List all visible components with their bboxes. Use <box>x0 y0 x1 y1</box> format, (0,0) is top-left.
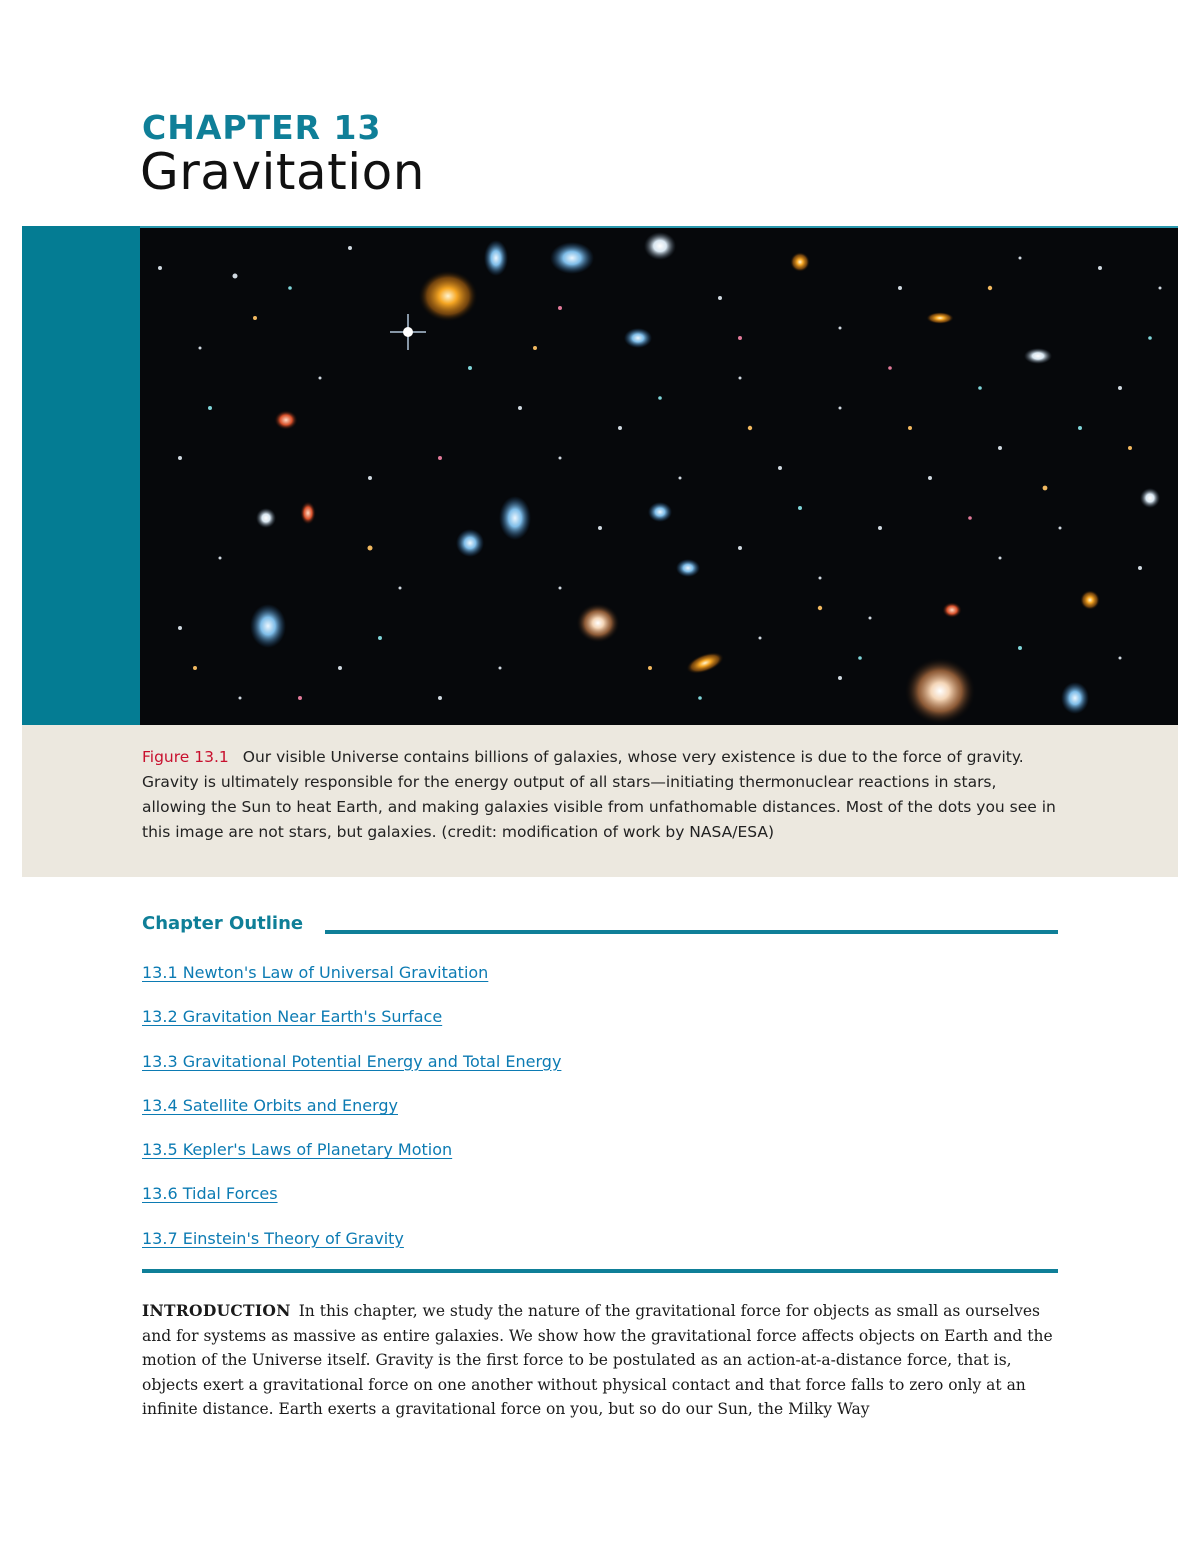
outline-link-13-7[interactable]: 13.7 Einstein's Theory of Gravity <box>142 1228 404 1248</box>
figure-caption <box>142 745 1062 845</box>
figure-caption-box <box>22 725 1178 877</box>
outline-link-13-6[interactable]: 13.6 Tidal Forces <box>142 1184 278 1204</box>
outline-bottom-rule <box>142 1269 1058 1273</box>
outline-item <box>142 1181 561 1225</box>
outline-link-13-2[interactable]: 13.2 Gravitation Near Earth's Surface <box>142 1007 443 1027</box>
chapter-title: Gravitation <box>140 143 425 201</box>
chapter-outline-list <box>142 960 561 1270</box>
introduction-paragraph <box>142 1299 1062 1422</box>
outline-item <box>142 1226 561 1270</box>
outline-item <box>142 1004 561 1048</box>
outline-item <box>142 1093 561 1137</box>
outline-item <box>142 1137 561 1181</box>
outline-link-13-3[interactable]: 13.3 Gravitational Potential Energy and Total Energy <box>142 1051 562 1071</box>
outline-link-13-1[interactable]: 13.1 Newton's Law of Universal Gravitation <box>142 963 489 982</box>
chapter-outline-heading: Chapter Outline <box>142 913 304 934</box>
outline-top-rule <box>325 930 1058 934</box>
chapter-label: CHAPTER 13 <box>142 108 382 147</box>
introduction-label: INTRODUCTION <box>142 1301 291 1320</box>
figure-label: Figure 13.1 <box>142 748 229 766</box>
outline-link-13-4[interactable]: 13.4 Satellite Orbits and Energy <box>142 1095 398 1115</box>
outline-item <box>142 1049 561 1093</box>
outline-item <box>142 960 561 1004</box>
figure-image <box>140 226 1178 725</box>
figure-caption-text: Our visible Universe contains billions of galaxies, whose very existence is due to the force of gravity. Gravity is ultimately responsible for the energy output of all stars—initiating thermonuclear reactions in stars, allowing the Sun to heat Earth, and making galaxies visible from unfathomable distances. Most of the dots you see in this image are not stars, but galaxies. (credit: modification of work by NASA/ESA) <box>142 748 1056 841</box>
outline-link-13-5[interactable]: 13.5 Kepler's Laws of Planetary Motion <box>142 1140 453 1160</box>
teal-accent-block <box>22 226 140 725</box>
introduction-text: In this chapter, we study the nature of the gravitational force for objects as small as ourselves and for systems as massive as entire galaxies. We show how the gravitational force affects objects on Earth and the motion of the Universe itself. Gravity is the first force to be postulated as an action-at-a-distance force, that is, objects exert a gravitational force on one another without physical contact and that force falls to zero only at an infinite distance. Earth exerts a gravitational force on you, but so do our Sun, the Milky Way <box>142 1302 1053 1419</box>
